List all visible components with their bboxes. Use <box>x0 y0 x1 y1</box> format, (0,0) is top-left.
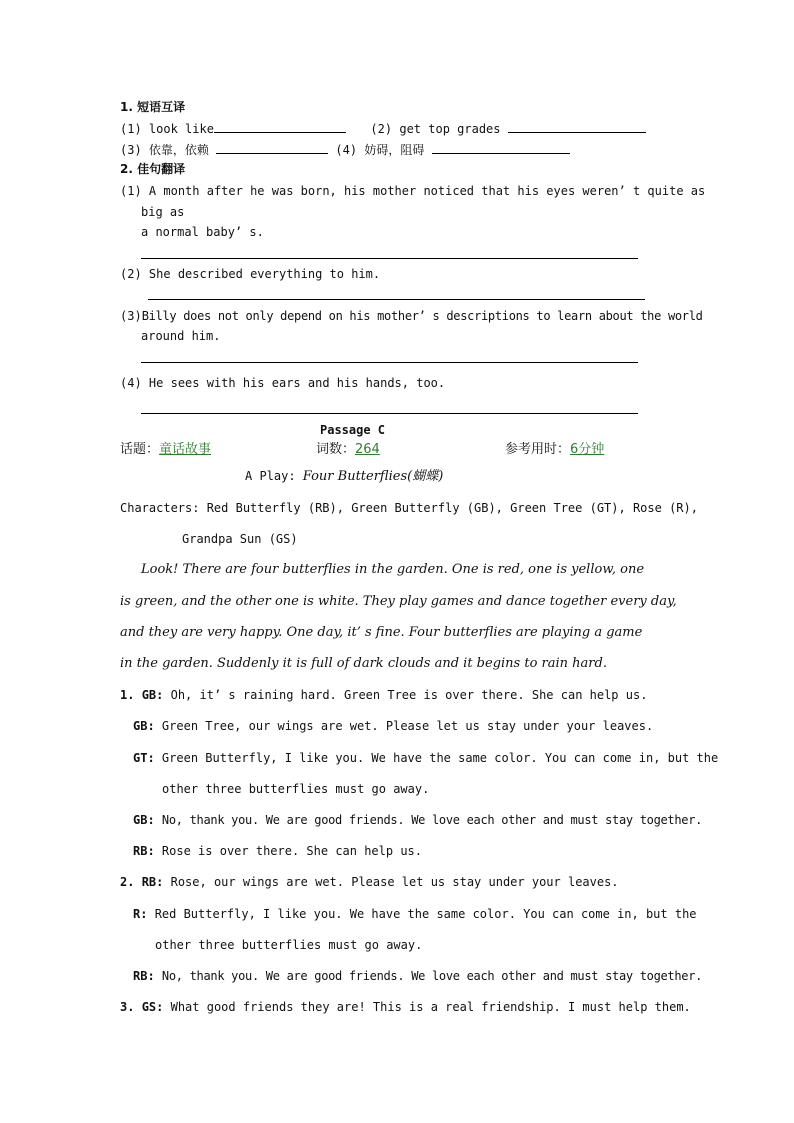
words-label: 词数： <box>316 442 356 457</box>
topic-value: 童话故事 <box>159 442 212 457</box>
answer-blank[interactable] <box>216 141 328 154</box>
answer-blank[interactable] <box>214 120 346 133</box>
phrase-item-3 <box>120 141 570 158</box>
sentence-3-line1 <box>120 308 703 324</box>
reading-time <box>505 442 604 458</box>
passage-info <box>120 442 211 458</box>
item-number: (4) <box>120 376 142 390</box>
intro-line: Look! There are four butterflies in the garden. One is red, one is yellow, one <box>141 562 645 577</box>
intro-line: is green, and the other one is white. They play games and dance together every day, <box>120 594 677 609</box>
item-number: (3) <box>120 309 142 323</box>
sentence-text: Billy does not only depend on his mother’ s descriptions to learn about the world <box>141 309 703 323</box>
item-number: (1) <box>120 122 142 136</box>
sentence-4 <box>120 375 445 391</box>
time-value: 6分钟 <box>570 442 605 457</box>
speaker: GB: <box>133 813 155 827</box>
intro-line: and they are very happy. One day, it’ s fine. Four butterflies are playing a game <box>120 625 643 640</box>
speaker: R: <box>133 907 148 921</box>
scene-number: 1. <box>120 688 135 702</box>
sentence-1-line2: big as <box>141 205 185 219</box>
line-text: Red Butterfly, I like you. We have the same color. You can come in, but the <box>154 907 697 921</box>
speaker: GT: <box>133 751 155 765</box>
line-text: Green Butterfly, I like you. We have the same color. You can come in, but the <box>161 751 719 765</box>
word-count <box>316 442 380 458</box>
item-number: (2) <box>120 267 142 281</box>
line-text: What good friends they are! This is a real friendship. I must help them. <box>170 1000 691 1014</box>
speaker: GS: <box>141 1000 164 1014</box>
answer-line[interactable] <box>148 299 645 300</box>
line-text: No, thank you. We are good friends. We love each other and must stay together. <box>161 813 703 827</box>
section2-heading: 2. 佳句翻译 <box>120 162 186 176</box>
section1-heading: 1. 短语互译 <box>120 100 186 114</box>
item-number: (1) <box>120 184 142 198</box>
sentence-3-line2: around him. <box>141 329 221 343</box>
words-value: 264 <box>355 442 380 457</box>
play-name: Four Butterflies <box>302 469 408 484</box>
answer-blank[interactable] <box>508 120 646 133</box>
phrase-text: 妨碍，阻碍 <box>364 143 425 157</box>
sentence-1-line1 <box>120 183 705 199</box>
dialogue-line <box>133 906 697 922</box>
item-number: (4) <box>335 143 358 157</box>
characters-line2: Grandpa Sun (GS) <box>182 532 298 546</box>
speaker: RB: <box>133 969 155 983</box>
line-text: Oh, it’ s raining hard. Green Tree is over there. She can help us. <box>170 688 648 702</box>
scene-number: 3. <box>120 1000 135 1014</box>
item-number: (3) <box>120 143 142 157</box>
speaker: GB: <box>133 719 155 733</box>
intro-line: in the garden. Suddenly it is full of dark clouds and it begins to rain hard. <box>120 656 607 671</box>
dialogue-line <box>133 718 653 734</box>
speaker: GB: <box>141 688 164 702</box>
dialogue-line <box>133 843 422 859</box>
play-gloss: (蝴蝶) <box>407 469 444 484</box>
speaker: RB: <box>141 875 164 889</box>
dialogue-line <box>133 750 718 766</box>
characters-line1: Characters: Red Butterfly (RB), Green Butterfly (GB), Green Tree (GT), Rose (R), <box>120 501 698 515</box>
answer-line[interactable] <box>141 362 638 363</box>
phrase-item-1 <box>120 120 646 137</box>
item-number: (2) <box>370 122 393 136</box>
passage-title: Passage C <box>320 423 386 437</box>
dialogue-line <box>120 874 619 890</box>
play-title <box>245 468 443 485</box>
dialogue-line <box>120 999 691 1015</box>
dialogue-line: other three butterflies must go away. <box>162 782 430 796</box>
scene-number: 2. <box>120 875 135 889</box>
line-text: Green Tree, our wings are wet. Please let us stay under your leaves. <box>161 719 654 733</box>
topic-label: 话题： <box>120 442 160 457</box>
phrase-text: look like <box>148 122 214 136</box>
answer-line[interactable] <box>141 413 638 414</box>
dialogue-line: other three butterflies must go away. <box>155 938 423 952</box>
line-text: Rose is over there. She can help us. <box>161 844 423 858</box>
answer-line[interactable] <box>141 258 638 259</box>
phrase-text: 依靠，依赖 <box>148 143 209 157</box>
answer-blank[interactable] <box>432 141 570 154</box>
sentence-text: She described everything to him. <box>148 267 381 281</box>
dialogue-line <box>133 968 702 984</box>
sentence-text: A month after he was born, his mother noticed that his eyes weren’ t quite as <box>148 184 706 198</box>
speaker: RB: <box>133 844 155 858</box>
phrase-text: get top grades <box>399 122 501 136</box>
line-text: Rose, our wings are wet. Please let us stay under your leaves. <box>170 875 619 889</box>
dialogue-line <box>133 812 702 828</box>
sentence-text: He sees with his ears and his hands, too. <box>148 376 446 390</box>
play-prefix: A Play: <box>245 469 303 483</box>
time-label: 参考用时： <box>505 442 571 457</box>
dialogue-line <box>120 687 647 703</box>
sentence-2 <box>120 266 380 282</box>
sentence-1-line3: a normal baby’ s. <box>141 225 264 239</box>
line-text: No, thank you. We are good friends. We love each other and must stay together. <box>161 969 703 983</box>
